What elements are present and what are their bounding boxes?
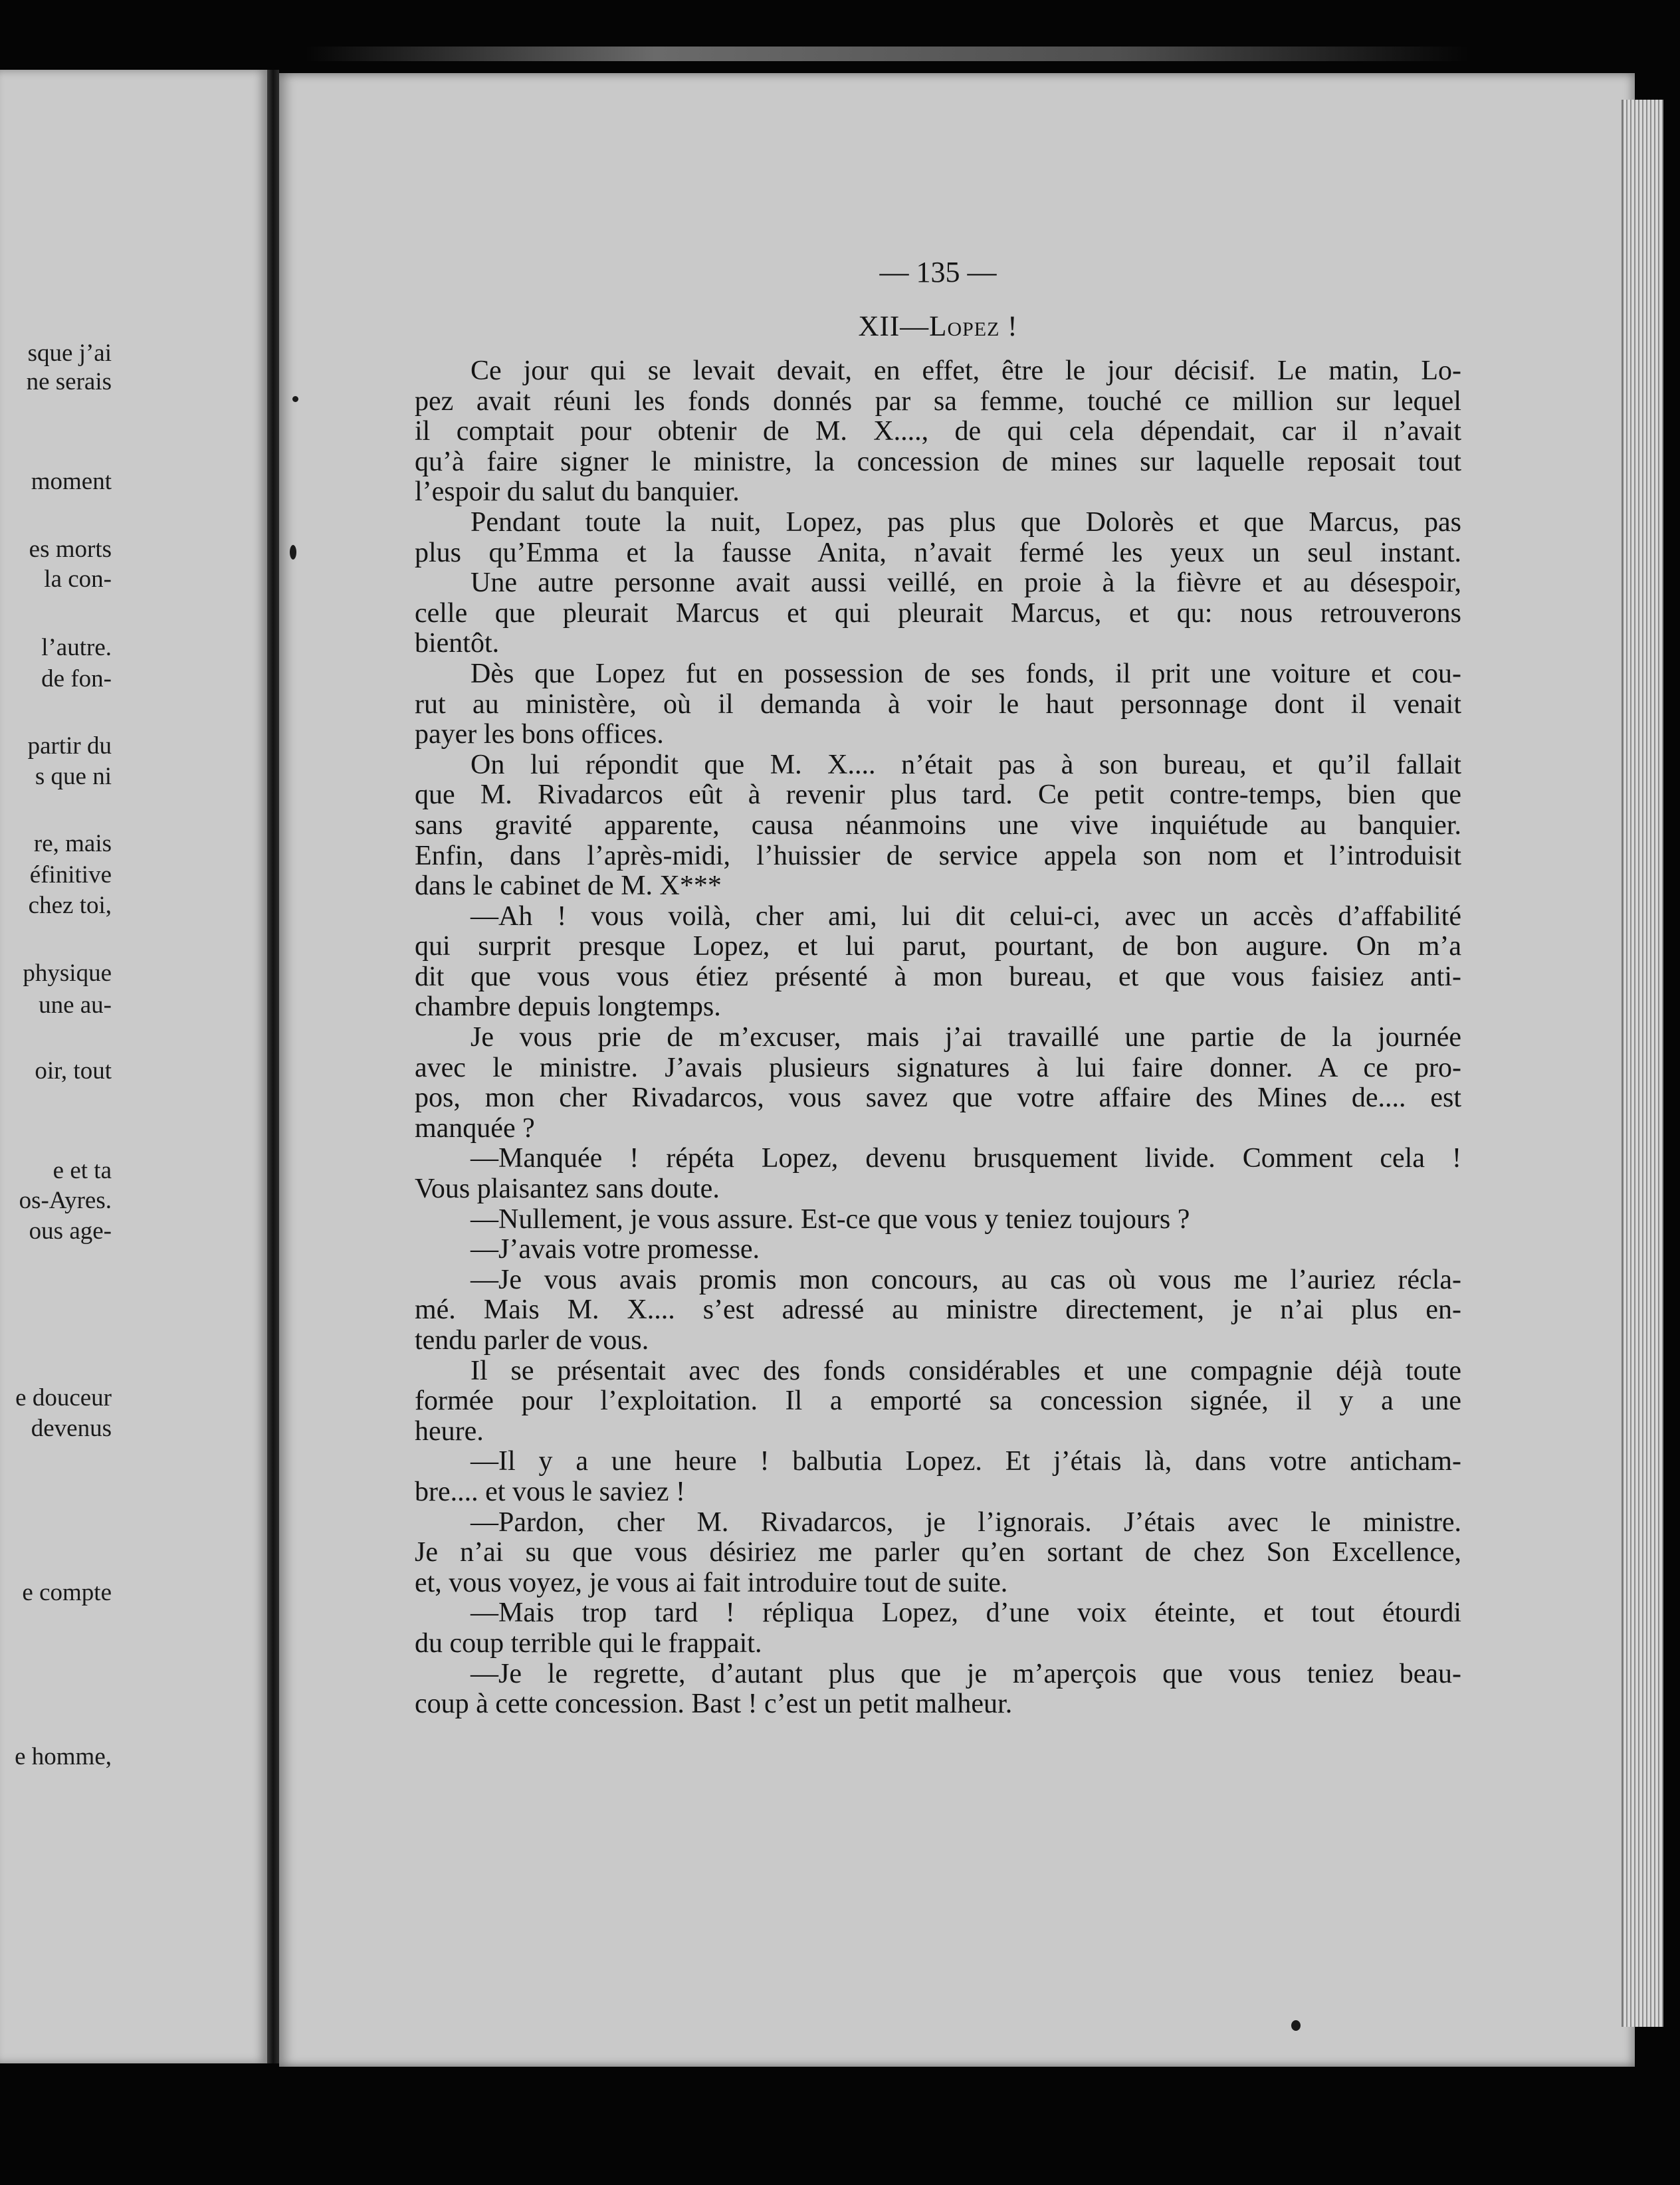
left-page-line: de fon-: [41, 665, 112, 692]
left-page-line: e homme,: [15, 1743, 112, 1770]
left-page-line: e douceur: [15, 1384, 112, 1411]
body-line: sans gravité apparente, causa néanmoins une vive inquiétude au banquier.: [415, 809, 1461, 841]
body-line: —Je le regrette, d’autant plus que je m’aperçois que vous teniez beau-: [471, 1658, 1461, 1689]
body-line: pez avait réuni les fonds donnés par sa femme, touché ce million sur lequel: [415, 385, 1461, 417]
body-line: —Ah ! vous voilà, cher ami, lui dit celui-ci, avec un accès d’affabilité: [471, 900, 1461, 932]
left-page-line: sque j’ai: [27, 340, 112, 367]
left-page-line: chez toi,: [28, 892, 112, 919]
body-line: Enfin, dans l’après-midi, l’huissier de service appela son nom et l’introduisit: [415, 840, 1461, 871]
body-line: coup à cette concession. Bast ! c’est un petit malheur.: [415, 1689, 1013, 1720]
left-page-line: physique: [23, 960, 112, 987]
body-line: dit que vous vous étiez présenté à mon bureau, et que vous faisiez anti-: [415, 961, 1461, 992]
body-line: qui surprit presque Lopez, et lui parut, pourtant, de bon augure. On m’a: [415, 931, 1461, 962]
body-line: Je n’ai su que vous désiriez me parler qu’en sortant de chez Son Excellence,: [415, 1537, 1461, 1568]
chapter-name: Lopez: [929, 311, 1000, 342]
body-line: payer les bons offices.: [415, 719, 664, 750]
body-line: Vous plaisantez sans doute.: [415, 1174, 720, 1205]
body-line: tendu parler de vous.: [415, 1325, 649, 1356]
scan-speck: [292, 396, 298, 402]
left-page-line: éfinitive: [29, 861, 112, 888]
body-line: avec le ministre. J’avais plusieurs signatures à lui faire donner. A ce pro-: [415, 1052, 1461, 1083]
left-page-line: partir du: [27, 732, 112, 760]
body-line: pos, mon cher Rivadarcos, vous savez que votre affaire des Mines de.... est: [415, 1083, 1461, 1114]
left-page-line: re, mais: [33, 830, 112, 857]
body-line: On lui répondit que M. X.... n’était pas à son bureau, et qu’il fallait: [471, 749, 1461, 780]
left-page-line: l’autre.: [41, 634, 112, 661]
page-number: — 135 —: [879, 256, 997, 288]
page-text: [415, 253, 1461, 1720]
body-line: Pendant toute la nuit, Lopez, pas plus que Dolorès et que Marcus, pas: [471, 506, 1461, 538]
chapter-punct: !: [999, 311, 1018, 342]
left-page-line: os-Ayres.: [19, 1187, 112, 1214]
left-page-line: une au-: [39, 991, 112, 1019]
body-line: —J’avais votre promesse.: [471, 1234, 760, 1265]
left-page-line: e et ta: [52, 1157, 112, 1184]
scanner-edge-band: [306, 47, 1469, 61]
body-line: manquée ?: [415, 1112, 535, 1144]
body-line: que M. Rivadarcos eût à revenir plus tard. Ce petit contre-temps, bien que: [415, 780, 1461, 811]
body-line: Ce jour qui se levait devait, en effet, être le jour décisif. Le matin, Lo-: [471, 356, 1461, 386]
page-edges: [1622, 100, 1663, 2027]
body-line: heure.: [415, 1415, 484, 1447]
body-line: chambre depuis longtemps.: [415, 991, 721, 1023]
body-line: rut au ministère, où il demanda à voir le haut personnage dont il venait: [415, 688, 1461, 720]
body-line: Il se présentait avec des fonds considérables et une compagnie déjà toute: [471, 1355, 1461, 1386]
body-line: du coup terrible qui le frappait.: [415, 1627, 762, 1659]
body-line: celle que pleurait Marcus et qui pleurait Marcus, et qu: nous retrouverons: [415, 597, 1461, 629]
body-line: bientôt.: [415, 628, 500, 659]
body-line: —Nullement, je vous assure. Est-ce que vous y teniez toujours ?: [471, 1203, 1190, 1235]
body-line: Dès que Lopez fut en possession de ses fonds, il prit une voiture et cou-: [471, 658, 1461, 689]
body-line: formée pour l’exploitation. Il a emporté sa concession signée, il y a une: [415, 1386, 1461, 1417]
chapter-title: [415, 304, 1461, 350]
book-gutter: [267, 70, 279, 2063]
scan-speck: [290, 545, 296, 560]
body-line: dans le cabinet de M. X***: [415, 871, 722, 902]
body-line: —Manquée ! répéta Lopez, devenu brusquement livide. Comment cela !: [471, 1143, 1461, 1174]
left-page-line: e compte: [22, 1579, 112, 1606]
body-line: Je vous prie de m’excuser, mais j’ai travaillé une partie de la journée: [471, 1022, 1461, 1053]
body-line: et, vous voyez, je vous ai fait introduire tout de suite.: [415, 1567, 1008, 1598]
left-page-line: ne serais: [26, 368, 112, 395]
scan-speck: [1291, 2020, 1301, 2031]
left-page-line: moment: [31, 468, 112, 495]
body-line: —Il y a une heure ! balbutia Lopez. Et j’étais là, dans votre anticham-: [471, 1446, 1461, 1477]
body-line: mé. Mais M. X.... s’est adressé au ministre directement, je n’ai plus en-: [415, 1295, 1461, 1326]
body-line: bre.... et vous le saviez !: [415, 1476, 686, 1507]
body-line: qu’à faire signer le ministre, la concession de mines sur laquelle reposait tout: [415, 446, 1461, 477]
body-line: l’espoir du salut du banquier.: [415, 476, 740, 508]
body-line: il comptait pour obtenir de M. X...., de qui cela dépendait, car il n’avait: [415, 416, 1461, 447]
left-page-line: la con-: [44, 566, 112, 593]
left-page: [0, 70, 267, 2063]
left-page-line: s que ni: [35, 763, 112, 790]
left-page-line: devenus: [31, 1415, 112, 1442]
body-line: —Je vous avais promis mon concours, au cas où vous me l’auriez récla-: [471, 1264, 1461, 1295]
left-page-line: ous age-: [29, 1217, 112, 1245]
body-line: plus qu’Emma et la fausse Anita, n’avait fermé les yeux un seul instant.: [415, 537, 1461, 568]
body-line: —Mais trop tard ! répliqua Lopez, d’une voix éteinte, et tout étourdi: [471, 1598, 1461, 1629]
left-page-line: es morts: [29, 536, 112, 563]
left-page-line: oir, tout: [35, 1057, 112, 1085]
body-line: Une autre personne avait aussi veillé, en proie à la fièvre et au désespoir,: [471, 568, 1461, 599]
body-line: —Pardon, cher M. Rivadarcos, je l’ignorais. J’étais avec le ministre.: [471, 1507, 1461, 1538]
chapter-numeral: XII—: [858, 311, 930, 342]
